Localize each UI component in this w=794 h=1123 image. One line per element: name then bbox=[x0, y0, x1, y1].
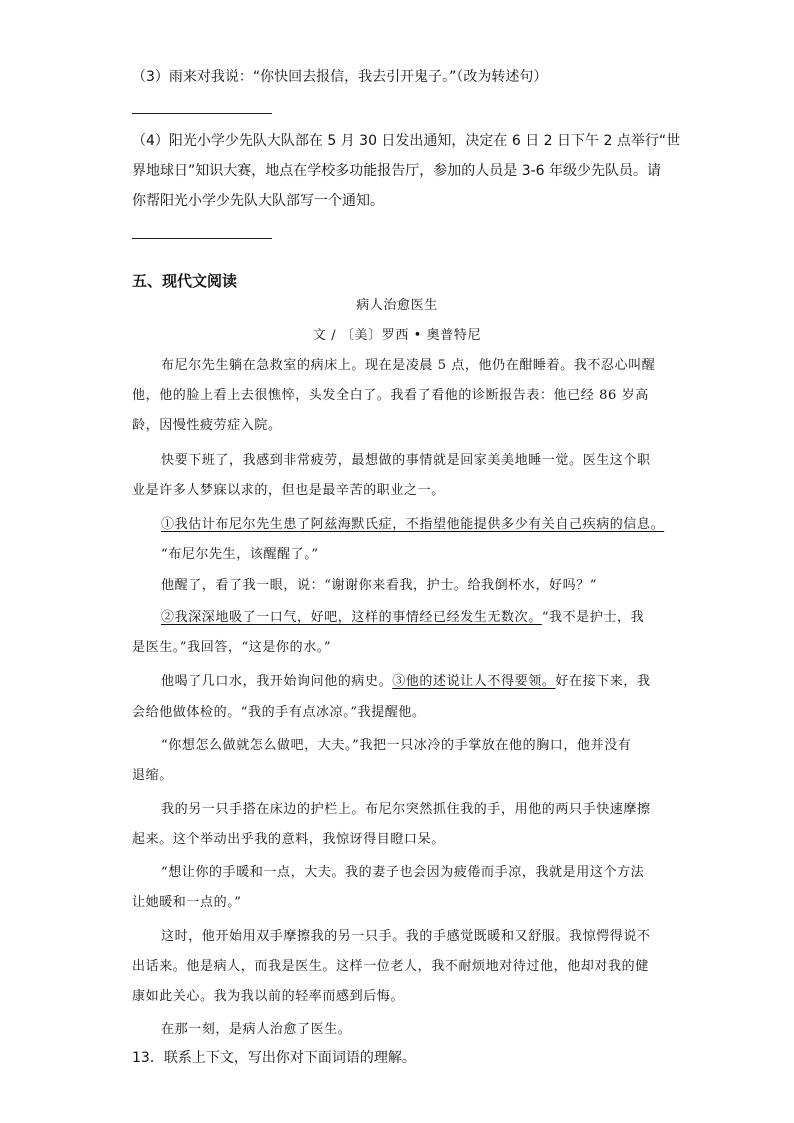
article-paragraph-line: “想让你的手暖和一点，大夫。我的妻子也会因为疲倦而手凉，我就是用这个方法 bbox=[161, 865, 645, 880]
question-13: 13．联系上下文，写出你对下面词语的理解。 bbox=[132, 1050, 416, 1066]
underlined-sentence-2: ②我深深地吸了一口气，好吧，这样的事情经已经发生无数次。 bbox=[161, 610, 542, 625]
underlined-sentence-3: ③他的述说让人不得要领。 bbox=[392, 674, 556, 689]
article-paragraph-line: “你想怎么做就怎么做吧，大夫。”我把一只冰冷的手掌放在他的胸口，他并没有 bbox=[161, 738, 632, 753]
article-paragraph-line: 退缩。 bbox=[132, 768, 173, 783]
article-paragraph-line: 让她暖和一点的。” bbox=[132, 895, 242, 910]
article-paragraph-line: 是医生。”我回答，“这是你的水。” bbox=[132, 640, 332, 655]
article-paragraph-line: 起来。这个举动出乎我的意料，我惊讶得目瞪口呆。 bbox=[132, 832, 445, 847]
article-paragraph-line: 我的另一只手搭在床边的护栏上。布尼尔突然抓住我的手，用他的两只手快速摩擦 bbox=[161, 802, 651, 817]
answer-line-3[interactable] bbox=[132, 113, 272, 114]
article-paragraph-line: 他醒了，看了我一眼，说：“谢谢你来看我，护士。给我倒杯水，好吗？” bbox=[161, 578, 598, 593]
question-4-line-2: 界地球日”知识大赛，地点在学校多功能报告厅，参加的人员是 3-6 年级少先队员。请 bbox=[132, 163, 662, 179]
section-heading: 五、现代文阅读 bbox=[132, 272, 238, 290]
article-paragraph-line: 这时，他开始用双手摩擦我的另一只手。我的手感觉既暖和又舒服。我惊愕得说不 bbox=[161, 929, 651, 944]
article-paragraph-line: 快要下班了，我感到非常疲劳，最想做的事情就是回家美美地睡一觉。医生这个职 bbox=[161, 453, 651, 468]
article-title: 病人治愈医生 bbox=[356, 298, 438, 313]
article-paragraph-line: 出话来。他是病人，而我是医生。这样一位老人，我不耐烦地对待过他，他却对我的健 bbox=[132, 959, 649, 974]
question-4-line-1: （4）阳光小学少先队大队部在 5 月 30 日发出通知，决定在 6 日 2 日下午 2 点举行“世 bbox=[132, 133, 681, 149]
article-paragraph-line: 会给他做体检的。“我的手有点冰凉。”我提醒他。 bbox=[132, 705, 426, 720]
question-3: （3）雨来对我说：“你快回去报信，我去引开鬼子。”（改为转述句） bbox=[132, 69, 548, 85]
article-paragraph-line: “布尼尔先生，该醒醒了。” bbox=[161, 547, 319, 562]
article-paragraph-line: 康如此关心。我为我以前的轻率而感到后悔。 bbox=[132, 989, 405, 1004]
article-paragraph-line: 业是许多人梦寐以求的，但也是最辛苦的职业之一。 bbox=[132, 483, 445, 498]
article-paragraph-line: ②我深深地吸了一口气，好吧，这样的事情经已经发生无数次。“我不是护士，我 bbox=[161, 610, 645, 625]
underlined-sentence-1: ①我估计布尼尔先生患了阿兹海默氏症，不指望他能提供多少有关自己疾病的信息。 bbox=[161, 517, 665, 532]
question-4-line-3: 你帮阳光小学少先队大队部写一个通知。 bbox=[132, 193, 384, 209]
article-paragraph-line: 布尼尔先生躺在急救室的病床上。现在是凌晨 5 点，他仍在酣睡着。我不忍心叫醒 bbox=[161, 358, 656, 373]
article-paragraph-line: 他，他的脸上看上去很憔悴，头发全白了。我看了看他的诊断报告表：他已经 86 岁高 bbox=[132, 388, 649, 403]
article-paragraph-line: 他喝了几口水，我开始询问他的病史。③他的述说让人不得要领。好在接下来，我 bbox=[161, 674, 651, 689]
answer-line-4[interactable] bbox=[132, 238, 272, 239]
article-paragraph-line: 龄，因慢性疲劳症入院。 bbox=[132, 418, 282, 433]
article-paragraph-line: 在那一刻，是病人治愈了医生。 bbox=[161, 1022, 352, 1037]
article-author: 文 / 〔美〕罗西 • 奥普特尼 bbox=[312, 328, 482, 343]
